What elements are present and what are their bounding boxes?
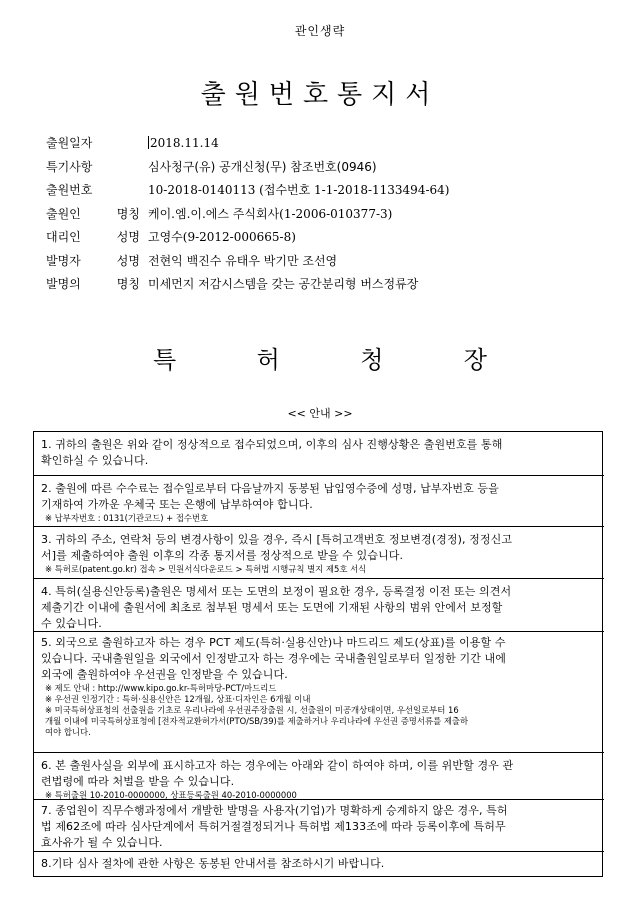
section-title-char: 청 (360, 346, 384, 374)
info-label: 출원일자 (46, 136, 93, 151)
info-value-application-number: 10-2018-0140113 (접수번호 1-1-2018-1133494-64) (148, 183, 450, 198)
notice-line: 효사유가 될 수 있습니다. (41, 836, 163, 849)
notice-item-7 (34, 799, 604, 851)
notice-item-3 (34, 526, 604, 575)
info-label: 발명자 성명 (46, 253, 140, 268)
notice-line: 련법령에 따라 처벌을 받을 수 있습니다. (41, 775, 235, 788)
notice-item-5 (34, 631, 604, 738)
notice-line: 8.기타 심사 절차에 관한 사항은 동봉된 안내서를 참조하시기 바랍니다. (41, 857, 385, 870)
section-title-char: 장 (463, 346, 487, 374)
notice-line: 있습니다. 국내출원일을 외국에서 인정받고자 하는 경우에는 국내출원일로부터 일정한 기간 내에 (41, 652, 507, 665)
notice-note: ※ 특허출원 10-2010-0000000, 상표등록출원 40-2010-0000000 (45, 790, 297, 800)
info-row-agent (46, 225, 606, 249)
info-label: 출원번호 (46, 183, 93, 198)
notice-note: ※ 특허로(patent.go.kr) 접속 > 민원서식다운로드 > 특허법 시행규칙 별지 제5호 서식 (45, 564, 367, 574)
notice-line: 4. 특허(실용신안등록)출원은 명세서 또는 도면의 보정이 필요한 경우, 등록결정 이전 또는 의견서 (41, 585, 512, 598)
section-title-char: 특 (153, 346, 177, 374)
text-cursor (148, 136, 149, 149)
notice-line: 확인하실 수 있습니다. (41, 454, 149, 467)
notice-line: 서]를 제출하여야 출원 이후의 각종 통지서를 정상적으로 받을 수 있습니다. (41, 549, 404, 562)
notice-item-8 (34, 851, 604, 872)
notice-item-4 (34, 578, 604, 632)
info-row-application-number (46, 178, 606, 202)
notice-line: 외국에 출원하여야 우선권을 인정받을 수 있습니다. (41, 668, 288, 681)
section-title-char: 허 (256, 346, 280, 374)
info-value-special-notes: 심사청구(유) 공개신청(무) 참조번호(0946) (148, 159, 377, 174)
notice-note: 여야 합니다. (45, 727, 91, 737)
notice-line: 법 제62조에 따라 심사단계에서 특허거절결정되거나 특허법 제133조에 따라 등록이후에 특허무 (41, 820, 506, 833)
info-row-invention-title (46, 272, 606, 296)
info-value-invention-title: 미세먼지 저감시스템을 갖는 공간분리형 버스정류장 (148, 277, 419, 292)
info-row-special-notes (46, 155, 606, 179)
info-label: 출원인 명칭 (46, 206, 140, 221)
notice-box (33, 431, 603, 877)
notice-heading: << 안내 >> (287, 407, 353, 420)
info-row-applicant (46, 202, 606, 226)
notice-line: 제출기간 이내에 출원서에 최초로 첨부된 명세서 또는 도면에 기재된 사항의 범위 안에서 보정할 (41, 601, 503, 614)
notice-line: 3. 귀하의 주소, 연락처 등의 변경사항이 있을 경우, 즉시 [특허고객번호 정보변경(경정), 정정신고 (41, 533, 513, 546)
info-value-filing-date[interactable]: 2018.11.14 (150, 135, 219, 150)
document-title: 출원번호통지서 (200, 80, 440, 110)
info-label: 발명의 명칭 (46, 277, 140, 292)
notice-item-1 (34, 437, 604, 469)
info-label: 특기사항 (46, 159, 93, 174)
info-label: 대리인 성명 (46, 230, 140, 245)
notice-note: 개월 이내에 미국특허상표청에 [전자적교환허가서(PTO/SB/39)를 제출하거나 우리나라에 우선권 증명서류를 제출하 (45, 716, 469, 726)
info-table (46, 131, 606, 296)
notice-line: 수 있습니다. (41, 617, 102, 630)
notice-line: 2. 출원에 따른 수수료는 접수일로부터 다음날까지 동봉된 납입영수증에 성명, 납부자번호 등을 (41, 482, 499, 495)
info-value-applicant: 케이.엠.이.에스 주식회사(1-2006-010377-3) (148, 206, 393, 221)
notice-item-6 (34, 752, 604, 801)
info-value-inventors: 전현익 백진수 유태우 박기만 조선영 (148, 253, 338, 268)
notice-line: 1. 귀하의 출원은 위와 같이 정상적으로 접수되었으며, 이후의 심사 진행상황은 출원번호를 통해 (41, 438, 503, 451)
notice-note: ※ 우선권 인정기간 : 특허·실용신안은 12개월, 상표·디자인은 6개월 이내 (45, 694, 311, 704)
notice-line: 기재하여 가까운 우체국 또는 은행에 납부하여야 합니다. (41, 498, 313, 511)
section-title-patent-office (0, 340, 640, 375)
notice-note: ※ 제도 안내 : http://www.kipo.go.kr-특허마당-PCT/마드리드 (45, 683, 277, 693)
header-confidential: 관인생략 (294, 24, 346, 38)
notice-line: 6. 본 출원사실을 외부에 표시하고자 하는 경우에는 아래와 같이 하여야 하며, 이를 위반할 경우 관 (41, 759, 514, 772)
notice-line: 5. 외국으로 출원하고자 하는 경우 PCT 제도(특허·실용신안)나 마드리드 제도(상표)를 이용할 수 (41, 636, 506, 649)
notice-item-2 (34, 475, 604, 524)
notice-note: ※ 미국특허상표청의 선출원을 기초로 우리나라에 우선권주장출원 시, 선출원이 미공개상태이면, 우선일로부터 16 (45, 705, 459, 715)
info-value-agent: 고영수(9-2012-000665-8) (148, 230, 296, 245)
info-row-inventors (46, 249, 606, 273)
info-row-filing-date (46, 131, 606, 155)
notice-line: 7. 종업원이 직무수행과정에서 개발한 발명을 사용자(기업)가 명확하게 승계하지 않은 경우, 특허 (41, 804, 508, 817)
notice-note: ※ 납부자번호 : 0131(기관코드) + 접수번호 (45, 513, 209, 523)
